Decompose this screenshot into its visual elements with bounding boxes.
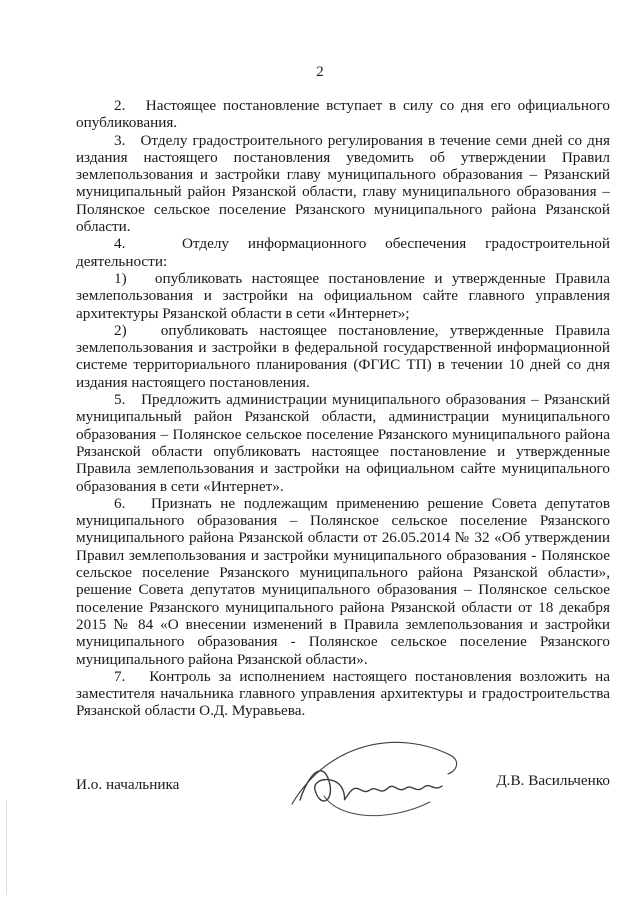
paragraph-effective-date [76,97,610,132]
paragraph-text: Контроль за исполнением настоящего постановления возложить на заместителя начальника главного управления архитектуры и градостроительства Рязанской области О.Д. Муравьева. [76,667,610,720]
scan-edge-line [6,800,7,895]
signature-block [76,772,610,812]
paragraph-text: Настоящее постановление вступает в силу со дня его официального опубликования. [76,97,610,132]
paragraph-text: Предложить администрации муниципального образования – Рязанский муниципальный район Рязанской области, администрации муниципального образования – Полянское сельское поселение Рязанского муниципального района Рязанской области опубликовать настоящее постановление и утвержденные Правила землепользования и застройки на официальном сайте муниципального образования в сети «Интернет». [76,391,610,495]
paragraph-number: 4. [114,235,126,253]
document-body [76,97,610,720]
subparagraph-publish-website [76,270,610,322]
paragraph-propose-administration [76,391,610,495]
paragraph-repeal-decisions [76,495,610,668]
paragraph-control [76,668,610,720]
paragraph-text: опубликовать настоящее постановление и утвержденные Правила землепользования и застройки на официальном сайте главного управления архитектуры Рязанской области в сети «Интернет»; [76,269,611,322]
paragraph-notify-heads [76,132,610,236]
paragraph-number: 5. [114,391,126,409]
paragraph-text: Признать не подлежащим применению решение Совета депутатов муниципального образования – Полянское сельское поселение Рязанского муниципального района Рязанской области от 26.05.2014 № 32 «Об утверждении Правил землепользования и застройки муниципального образования - Полянское сельское поселение Рязанского муниципального района Рязанской области», решение Совета депутатов муниципального образования – Полянское сельское поселение Рязанского муниципального района Рязанской области от 18 декабря 2015 № 84 «О внесении изменений в Правила землепользования и застройки муниципального образования - Полянское сельское поселение Рязанского муниципального района Рязанской области». [76,494,610,668]
paragraph-text: Отделу информационного обеспечения градостроительной деятельности: [76,235,610,270]
signer-name: Д.В. Васильченко [496,772,610,789]
paragraph-number: 6. [114,494,126,512]
page-number: 2 [316,64,324,80]
position-title: И.о. начальника [76,776,180,793]
paragraph-information-department [76,235,610,270]
paragraph-number: 3. [114,131,126,149]
paragraph-number: 2) [114,321,127,339]
paragraph-number: 7. [114,667,126,685]
subparagraph-publish-fgis [76,322,610,391]
paragraph-text: Отделу градостроительного регулирования в течение семи дней со дня издания настоящего постановления уведомить об утверждении Правил землепользования и застройки главу муниципального образования – Рязанский муниципальный район Рязанской области, главу муниципального образования – Полянское сельское поселение Рязанского муниципального района Рязанской области. [76,131,610,236]
paragraph-number: 2. [114,97,126,114]
paragraph-number: 1) [114,269,127,287]
paragraph-text: опубликовать настоящее постановление, утвержденные Правила землепользования и застройки в федеральной государственной информационной системе территориального планирования (ФГИС ТП) в течении 10 дней со дня издания настоящего постановления. [76,321,610,391]
